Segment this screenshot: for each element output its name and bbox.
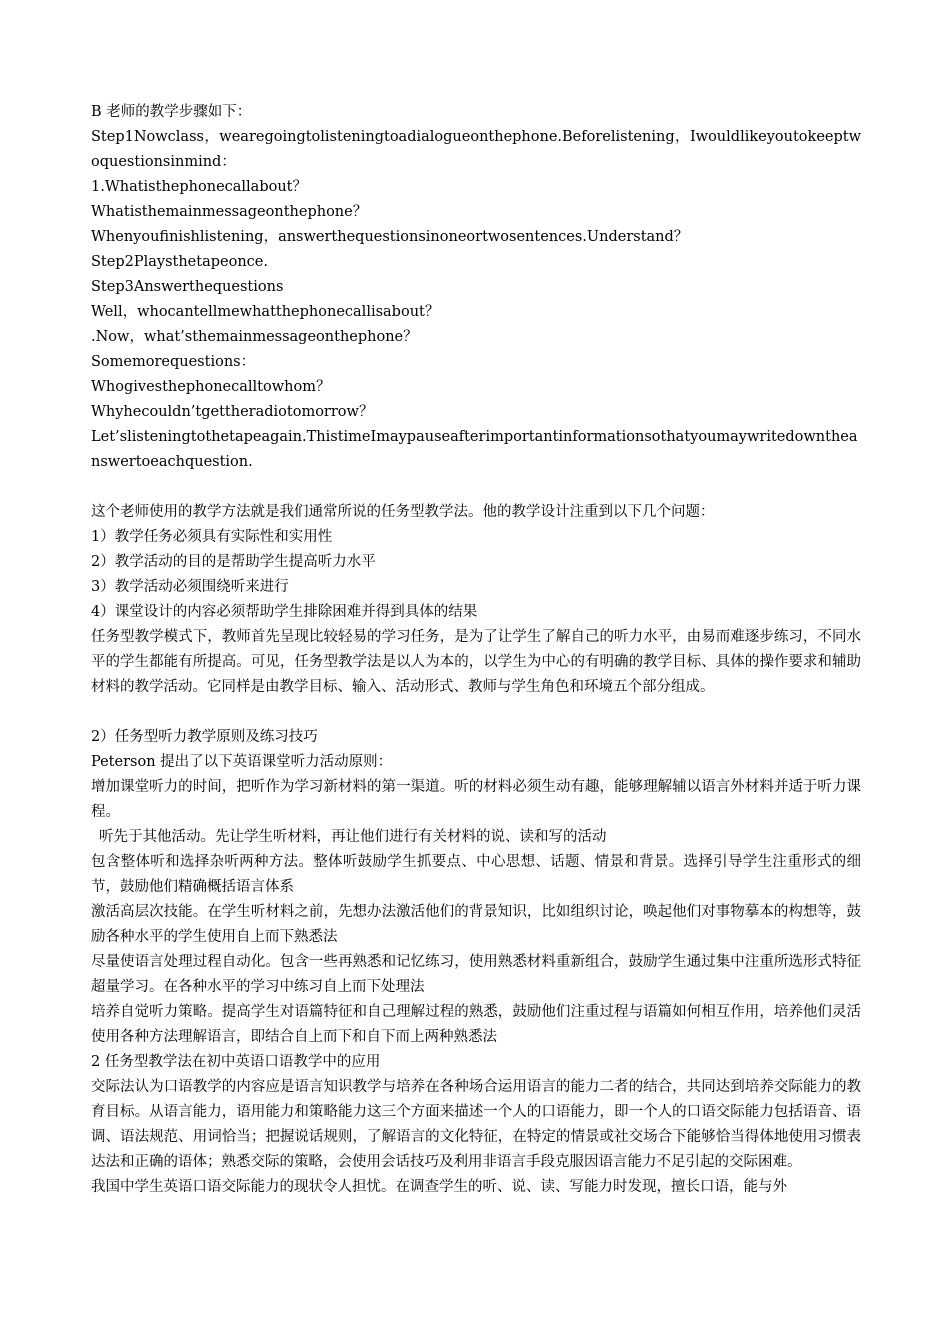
paragraph: 我国中学生英语口语交际能力的现状令人担忧。在调查学生的听、说、读、写能力时发现，擅长口语，能与外 <box>91 1179 787 1195</box>
paragraph: 1.Whatisthephonecallabout？ <box>91 179 308 195</box>
paragraph: Whogivesthephonecalltowhom？ <box>91 379 331 395</box>
document-body <box>91 100 861 1200</box>
paragraph: Whenyoufinishlistening，answerthequestionsinoneortwosentences.Understand？ <box>91 229 689 245</box>
paragraph: 增加课堂听力的时间，把听作为学习新材料的第一渠道。听的材料必须生动有趣，能够理解辅以语言外材料并适于听力课程。 <box>91 779 861 820</box>
paragraph: Whatisthemainmessageonthephone？ <box>91 204 368 220</box>
paragraph: Well，whocantellmewhatthephonecallisabout？ <box>91 304 440 320</box>
section-heading: 2）任务型听力教学原则及练习技巧 <box>91 729 318 745</box>
paragraph: 交际法认为口语教学的内容应是语言知识教学与培养在各种场合运用语言的能力二者的结合，共同达到培养交际能力的教育目标。从语言能力，语用能力和策略能力这三个方面来描述一个人的口语能力，即一个人的口语交际能力包括语音、语调、语法规范、用词恰当；把握说话规则，了解语言的文化特征，在特定的情景或社交场合下能够恰当得体地使用习惯表达法和正确的语体；熟悉交际的策略，会使用会话技巧及利用非语言手段克服因语言能力不足引起的交际困难。 <box>91 1079 861 1170</box>
paragraph: 包含整体听和选择杂听两种方法。整体听鼓励学生抓要点、中心思想、话题、情景和背景。选择引导学生注重形式的细节，鼓励他们精确概括语言体系 <box>91 854 861 895</box>
paragraph: Step1Nowclass，wearegoingtolisteningtoadialogueonthephone.Beforelistening，Iwouldlikeyoutokeeptwoquestionsinmind： <box>91 129 861 170</box>
paragraph: Step2Playsthetapeonce. <box>91 254 268 270</box>
paragraph: 培养自觉听力策略。提高学生对语篇特征和自己理解过程的熟悉，鼓励他们注重过程与语篇如何相互作用，培养他们灵活使用各种方法理解语言，即结合自上而下和自下而上两种熟悉法 <box>91 1004 861 1045</box>
paragraph: Let’slisteningtothetapeagain.ThistimeImaypauseafterimportantinformationsothatyoumaywritedowntheanswertoeachquestion. <box>91 429 858 470</box>
paragraph: 激活高层次技能。在学生听材料之前，先想办法激活他们的背景知识，比如组织讨论，唤起他们对事物摹本的构想等，鼓励各种水平的学生使用自上而下熟悉法 <box>91 904 861 945</box>
paragraph: Peterson 提出了以下英语课堂听力活动原则： <box>91 754 393 770</box>
list-item: 1）教学任务必须具有实际性和实用性 <box>91 529 333 545</box>
blank-line <box>91 700 861 725</box>
paragraph: Step3Answerthequestions <box>91 279 284 295</box>
section-heading: 2 任务型教学法在初中英语口语教学中的应用 <box>91 1054 381 1070</box>
paragraph: 听先于其他活动。先让学生听材料，再让他们进行有关材料的说、读和写的活动 <box>99 829 607 845</box>
paragraph: 任务型教学模式下，教师首先呈现比较轻易的学习任务，是为了让学生了解自己的听力水平，由易而难逐步练习，不同水平的学生都能有所提高。可见，任务型教学法是以人为本的，以学生为中心的有明确的教学目标、具体的操作要求和辅助材料的教学活动。它同样是由教学目标、输入、活动形式、教师与学生角色和环境五个部分组成。 <box>91 629 861 695</box>
paragraph: 这个老师使用的教学方法就是我们通常所说的任务型教学法。他的教学设计注重到以下几个问题： <box>91 504 715 520</box>
blank-line <box>91 475 861 500</box>
list-item: 2）教学活动的目的是帮助学生提高听力水平 <box>91 554 376 570</box>
list-item: 3）教学活动必须围绕听来进行 <box>91 579 289 595</box>
paragraph: .Now，what’sthemainmessageonthephone？ <box>91 329 418 345</box>
paragraph: B 老师的教学步骤如下： <box>91 104 252 120</box>
paragraph: Somemorequestions： <box>91 354 256 370</box>
list-item: 4）课堂设计的内容必须帮助学生排除困难并得到具体的结果 <box>91 604 478 620</box>
paragraph: Whyhecouldn’tgettheradiotomorrow？ <box>91 404 374 420</box>
paragraph: 尽量使语言处理过程自动化。包含一些再熟悉和记忆练习，使用熟悉材料重新组合，鼓励学生通过集中注重所选形式特征超量学习。在各种水平的学习中练习自上而下处理法 <box>91 954 861 995</box>
